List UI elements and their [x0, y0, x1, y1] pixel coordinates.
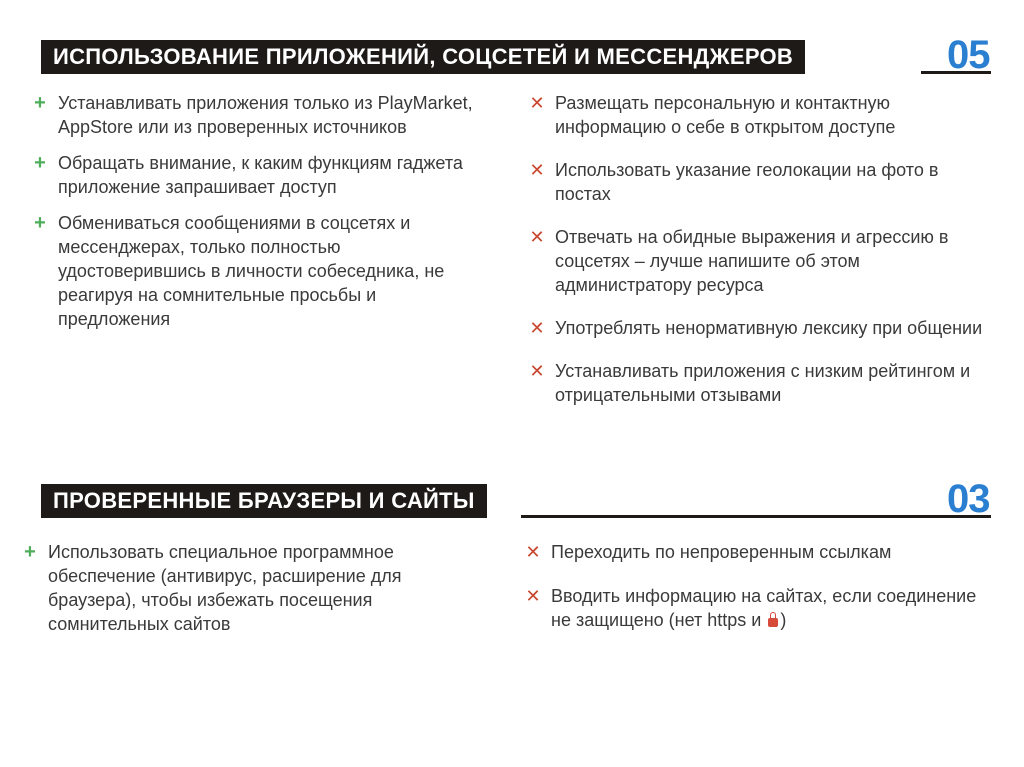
lock-icon — [768, 618, 778, 627]
do-item-text: Устанавливать приложения только из PlayMarket, AppStore или из проверенных источников — [58, 93, 473, 137]
section-number-browsers: 03 — [947, 477, 990, 521]
dont-item — [527, 91, 987, 139]
apps-do-list — [30, 91, 490, 331]
dont-item — [523, 540, 993, 564]
cross-icon: ✕ — [525, 586, 541, 606]
apps-dont-list — [527, 91, 987, 407]
plus-icon: + — [34, 212, 46, 234]
dont-item-text: Устанавливать приложения с низким рейтингом и отрицательными отзывами — [555, 361, 971, 405]
cross-icon: ✕ — [529, 227, 545, 247]
do-item — [20, 540, 490, 636]
do-item — [30, 211, 490, 331]
dont-item-text: Использовать указание геолокации на фото в постах — [555, 160, 939, 204]
browsers-do-list — [20, 540, 490, 636]
section-title-browsers: ПРОВЕРЕННЫЕ БРАУЗЕРЫ И САЙТЫ — [41, 484, 487, 518]
cross-icon: ✕ — [529, 318, 545, 338]
plus-icon: + — [24, 541, 36, 563]
dont-item — [523, 584, 993, 632]
do-item-text: Обращать внимание, к каким функциям гаджета приложение запрашивает доступ — [58, 153, 463, 197]
cross-icon: ✕ — [529, 361, 545, 381]
cross-icon: ✕ — [529, 160, 545, 180]
dont-item-text: Употреблять ненормативную лексику при общении — [555, 318, 983, 338]
dont-item-text: Переходить по непроверенным ссылкам — [551, 542, 892, 562]
dont-item — [527, 316, 987, 340]
dont-item — [527, 158, 987, 206]
dont-item-text — [551, 586, 976, 630]
do-item-text: Использовать специальное программное обеспечение (антивирус, расширение для браузера), чтобы избежать посещения сомнительных сайтов — [48, 542, 402, 634]
dont-item-text: Размещать персональную и контактную информацию о себе в открытом доступе — [555, 93, 896, 137]
section-number-apps: 05 — [947, 33, 990, 77]
https-text-end: ) — [780, 610, 787, 630]
section-title-apps: ИСПОЛЬЗОВАНИЕ ПРИЛОЖЕНИЙ, СОЦСЕТЕЙ И МЕССЕНДЖЕРОВ — [41, 40, 805, 74]
dont-item-text: Отвечать на обидные выражения и агрессию в соцсетях – лучше напишите об этом администратору ресурса — [555, 227, 949, 295]
do-item — [30, 91, 490, 139]
do-item — [30, 151, 490, 199]
browsers-dont-list — [523, 540, 993, 632]
cross-icon: ✕ — [525, 542, 541, 562]
plus-icon: + — [34, 152, 46, 174]
plus-icon: + — [34, 92, 46, 114]
do-item-text: Обмениваться сообщениями в соцсетях и мессенджерах, только полностью удостоверившись в личности собеседника, не реагируя на сомнительные просьбы и предложения — [58, 213, 445, 329]
cross-icon: ✕ — [529, 93, 545, 113]
https-text: Вводить информацию на сайтах, если соединение не защищено (нет https и — [551, 586, 977, 630]
section-divider-browsers — [521, 515, 991, 518]
dont-item — [527, 359, 987, 407]
dont-item — [527, 225, 987, 297]
